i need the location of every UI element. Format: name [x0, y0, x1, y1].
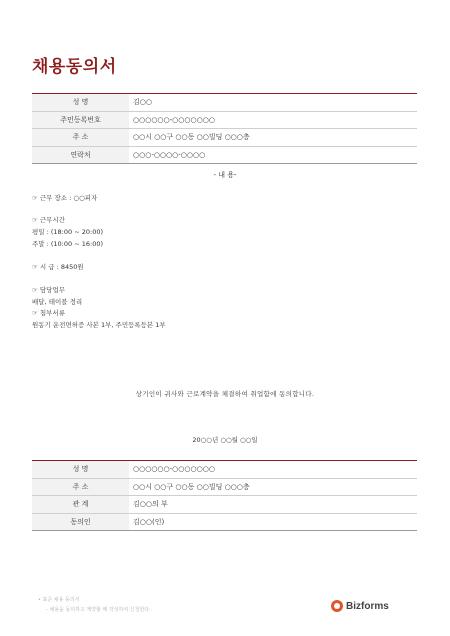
row-value: ○○시 ○○구 ○○동 ○○빌딩 ○○○층	[133, 482, 250, 491]
row-value: 김○○의 부	[133, 500, 168, 509]
table-row	[32, 94, 417, 112]
attachments-label: ☞ 첨부서류	[32, 309, 66, 317]
duties-label: ☞ 담당업무	[32, 286, 66, 294]
row-label: 성 명	[32, 94, 129, 112]
bizforms-logo-text: Bizforms	[346, 600, 389, 612]
work-hours-label: ☞ 근무시간	[32, 216, 66, 224]
footer-note-desc: - 채용을 동의하고 계약할 때 작성하여 신청한다.	[46, 607, 151, 613]
table-row	[32, 496, 417, 514]
row-label: 주민등록번호	[32, 111, 129, 129]
table-row	[32, 129, 417, 147]
footer-note-title: • 표준 채용 동의서	[38, 597, 80, 603]
document-date: 20○○년 ○○월 ○○일	[192, 436, 258, 444]
agreement-statement: 상기인이 귀사와 근로계약을 체결하여 취업함에 동의합니다.	[135, 390, 315, 398]
row-label: 주 소	[32, 129, 129, 147]
row-value: ○○○○○○-○○○○○○○	[133, 465, 215, 474]
content-heading: - 내 용-	[213, 171, 237, 179]
guardian-info-table	[32, 460, 417, 531]
work-place: ☞ 근무 장소 : ○○피자	[32, 194, 98, 202]
row-value: 김○○(인)	[133, 517, 165, 526]
document-title: 채용동의서	[32, 57, 117, 77]
row-label: 성 명	[32, 461, 129, 479]
hourly-wage: ☞ 시 급 : 8450원	[32, 263, 84, 271]
row-value: ○○○-○○○○-○○○○	[133, 150, 206, 159]
weekday-hours: 평일 : (18:00 ~ 20:00)	[32, 228, 103, 236]
applicant-info-table	[32, 93, 417, 164]
row-label: 동의인	[32, 513, 129, 531]
table-row	[32, 513, 417, 531]
row-value: ○○시 ○○구 ○○동 ○○빌딩 ○○○층	[133, 133, 250, 142]
table-row	[32, 111, 417, 129]
row-value: ○○○○○○-○○○○○○○	[133, 115, 215, 124]
table-row	[32, 478, 417, 496]
duties-text: 배달, 테이블 정리	[32, 298, 83, 306]
row-label: 주 소	[32, 478, 129, 496]
bizforms-logo-icon	[331, 600, 343, 612]
weekend-hours: 주말 : (10:00 ~ 16:00)	[32, 240, 103, 248]
row-label: 관 계	[32, 496, 129, 514]
row-label: 연락처	[32, 146, 129, 164]
bizforms-logo	[331, 600, 389, 612]
row-value: 김○○	[133, 98, 152, 107]
attachments-text: 원동기 운전면허증 사본 1부, 주민등록등본 1부	[32, 321, 166, 329]
table-row	[32, 146, 417, 164]
table-row	[32, 461, 417, 479]
